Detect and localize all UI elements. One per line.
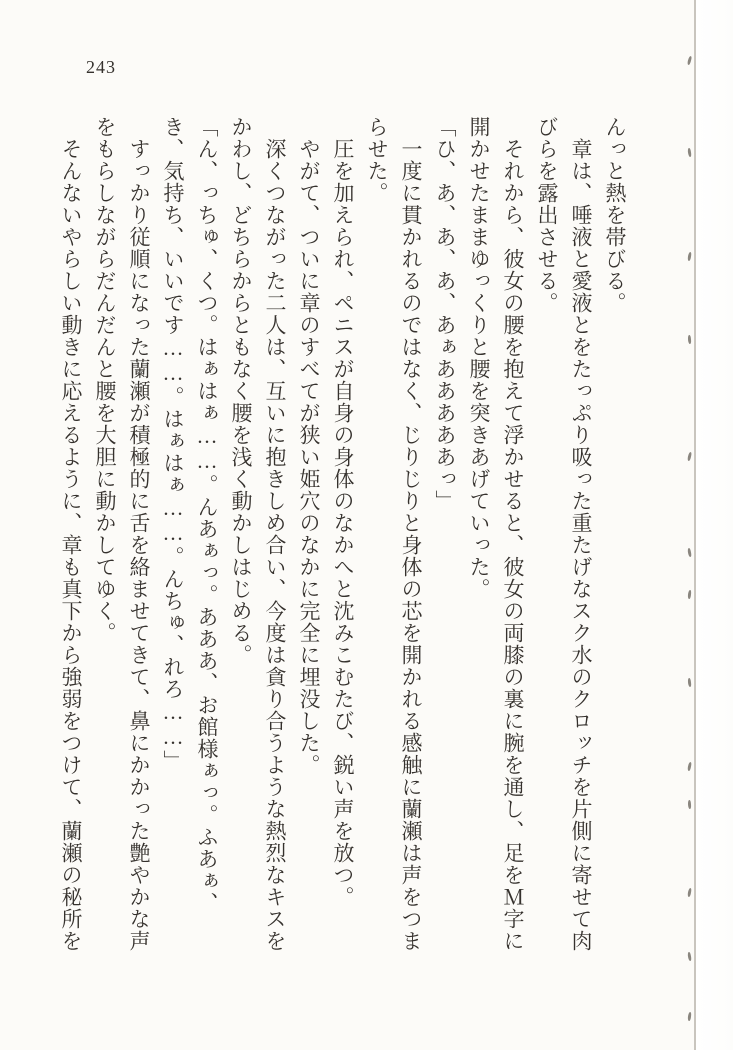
scan-edge-mark	[687, 252, 691, 261]
paragraph: すっかり従順になった蘭瀬が積極的に舌を絡ませてきて、鼻にかかった艶やかな声をもらしながらだんだんと腰を大胆に動かしてゆく。	[93, 116, 151, 952]
scan-edge-mark	[687, 148, 692, 157]
paragraph: 圧を加えられ、ペニスが自身の身体のなかへと沈みこむたび、鋭い声を放つ。	[331, 116, 355, 908]
scan-edge-mark	[687, 952, 692, 961]
paragraph: 深くつながった二人は、互いに抱きしめ合い、今度は貪り合うような熱烈なキスをかわし、どちらからともなく腰を浅く動かしはじめる。	[229, 116, 287, 952]
paragraph-dialogue: 「ん、っちゅ、くつ。はぁはぁ……。んあぁっ。あああ、お館様ぁっ。ふあぁ、き、気持ち、いいです……。はぁはぁ……。んちゅ、れろ……」	[161, 116, 219, 914]
scan-edge-mark	[687, 452, 692, 461]
page-number: 243	[86, 57, 116, 77]
scan-edge-mark	[687, 762, 692, 771]
scan-binding-edge-line	[694, 0, 696, 1050]
scan-edge-mark	[687, 548, 692, 557]
paragraph: 一度に貫かれるのではなく、じりじりと身体の芯を開かれる感触に蘭瀬は声をつまらせた。	[365, 116, 423, 952]
paragraph: それから、彼女の腰を抱えて浮かせると、彼女の両膝の裏に腕を通し、足をＭ字に開かせたままゆっくりと腰を突きあげていった。	[467, 116, 525, 952]
scan-page-margin	[696, 0, 733, 1050]
scan-edge-mark	[688, 590, 692, 599]
paragraph: んっと熱を帯びる。	[603, 116, 627, 314]
paragraph: そんないやらしい動きに応えるように、章も真下から強弱をつけて、蘭瀬の秘所を	[59, 116, 83, 952]
page-text-vertical	[54, 116, 632, 956]
scan-edge-mark	[688, 800, 692, 809]
paragraph: やがて、ついに章のすべてが狭い姫穴のなかに完全に埋没した。	[297, 116, 321, 776]
scan-edge-mark	[688, 1012, 692, 1021]
scan-edge-mark	[688, 335, 692, 344]
scan-edge-mark	[687, 888, 691, 897]
scan-edge-mark	[687, 678, 691, 687]
paragraph: 章は、唾液と愛液とをたっぷり吸った重たげなスク水のクロッチを片側に寄せて肉びらを露出させる。	[535, 116, 593, 952]
scan-edge-mark	[687, 56, 692, 65]
paragraph-dialogue: 「ひ、あ、あ、あ、あぁあああああっ」	[433, 116, 457, 512]
